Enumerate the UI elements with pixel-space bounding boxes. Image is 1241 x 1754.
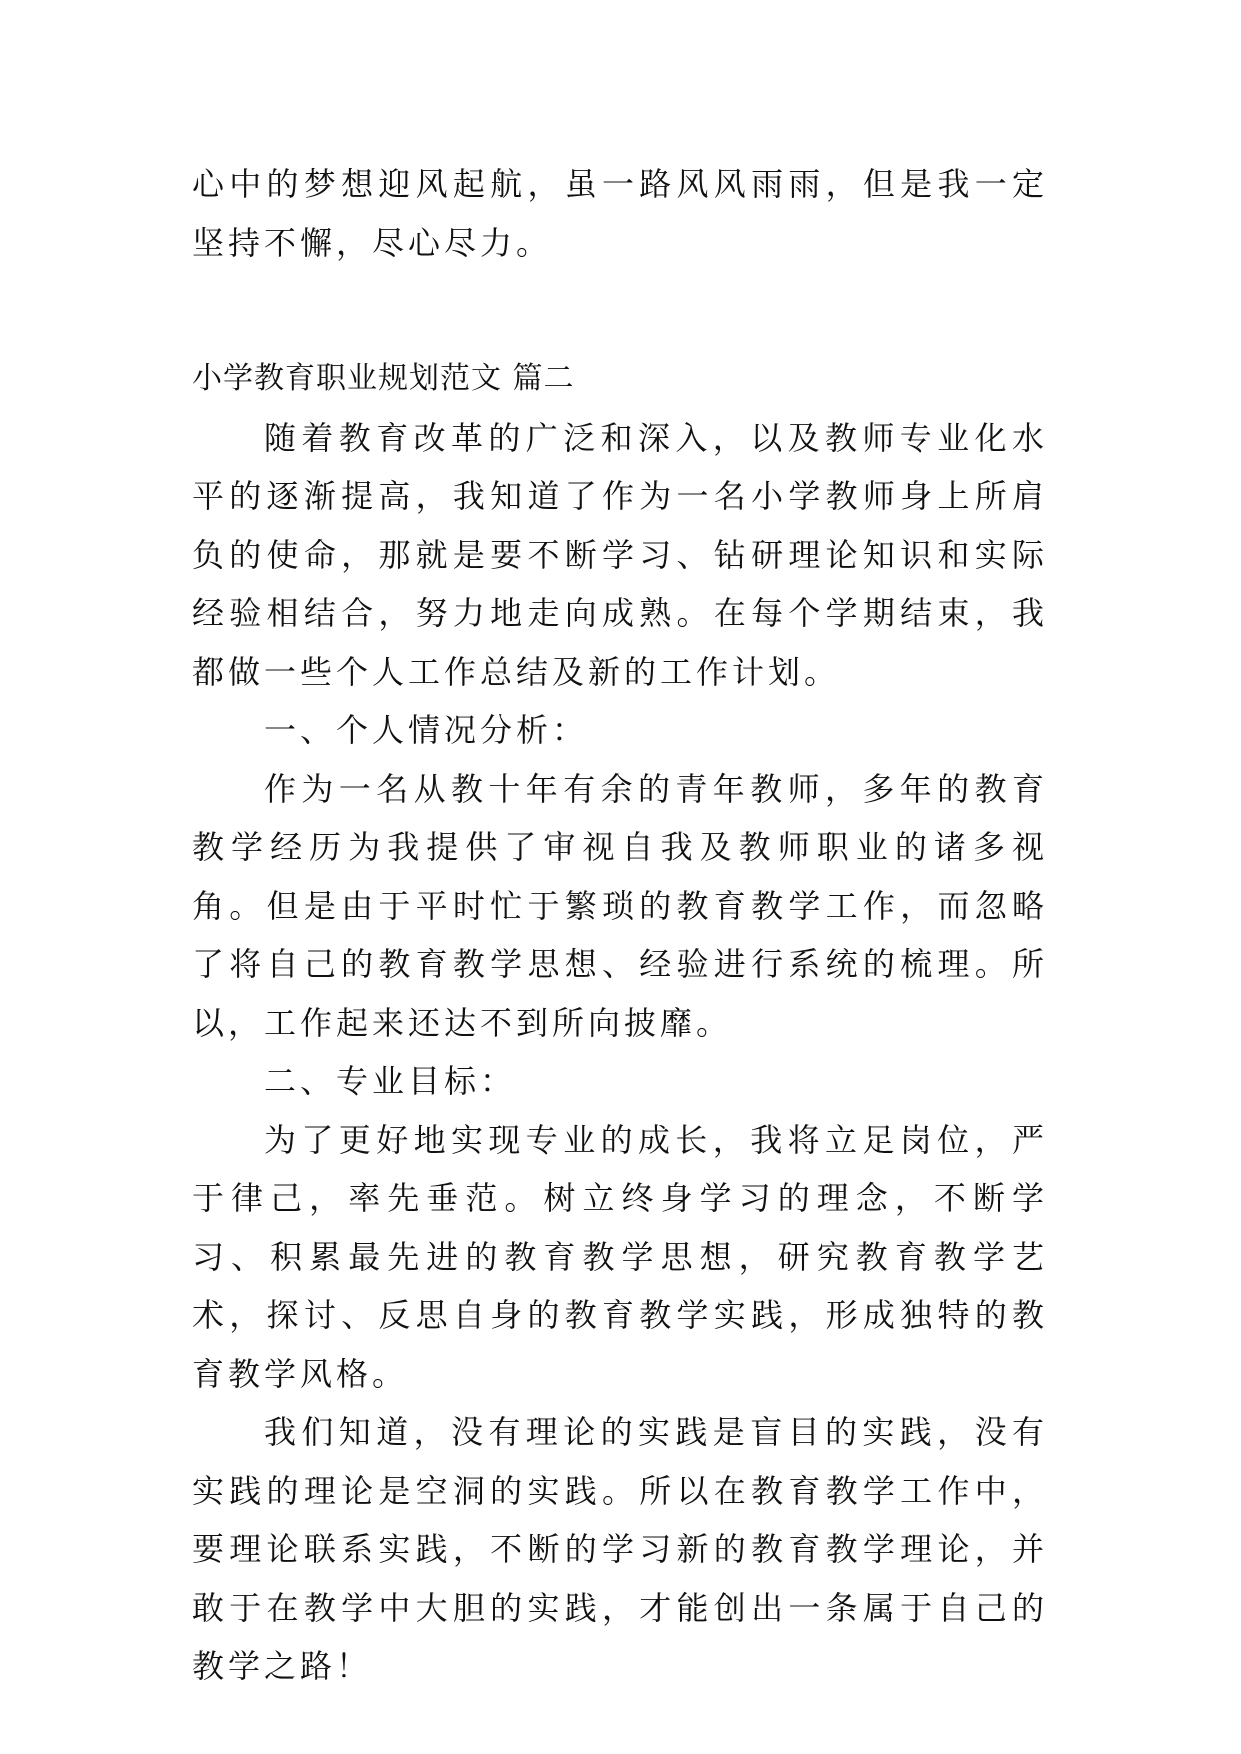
- heading-professional-goals: 二、专业目标：: [264, 1062, 517, 1100]
- section-title: 小学教育职业规划范文 篇二: [192, 361, 575, 396]
- intro-paragraph: 随着教育改革的广泛和深入，以及教师专业化水平的逐渐提高，我知道了作为一名小学教师身上所肩负的使命，那就是要不断学习、钻研理论知识和实际经验相结合，努力地走向成熟。在每个学期结束，我都做一些个人工作总结及新的工作计划。: [192, 418, 1048, 691]
- professional-goals-paragraph: 为了更好地实现专业的成长，我将立足岗位，严于律己，率先垂范。树立终身学习的理念，不断学习、积累最先进的教育教学思想，研究教育教学艺术，探讨、反思自身的教育教学实践，形成独特的教育教学风格。: [192, 1120, 1048, 1393]
- theory-practice-paragraph: 我们知道，没有理论的实践是盲目的实践，没有实践的理论是空洞的实践。所以在教育教学工作中，要理论联系实践，不断的学习新的教育教学理论，并敢于在教学中大胆的实践，才能创出一条属于自己的教学之路！: [192, 1413, 1048, 1685]
- document-body: [192, 155, 1048, 1696]
- continuation-paragraph: 心中的梦想迎风起航，虽一路风风雨雨，但是我一定坚持不懈，尽心尽力。: [192, 165, 1048, 262]
- personal-analysis-paragraph: 作为一名从教十年有余的青年教师，多年的教育教学经历为我提供了审视自我及教师职业的诸多视角。但是由于平时忙于繁琐的教育教学工作，而忽略了将自己的教育教学思想、经验进行系统的梳理。所以，工作起来还达不到所向披靡。: [192, 769, 1048, 1042]
- heading-personal-analysis: 一、个人情况分析：: [264, 711, 589, 749]
